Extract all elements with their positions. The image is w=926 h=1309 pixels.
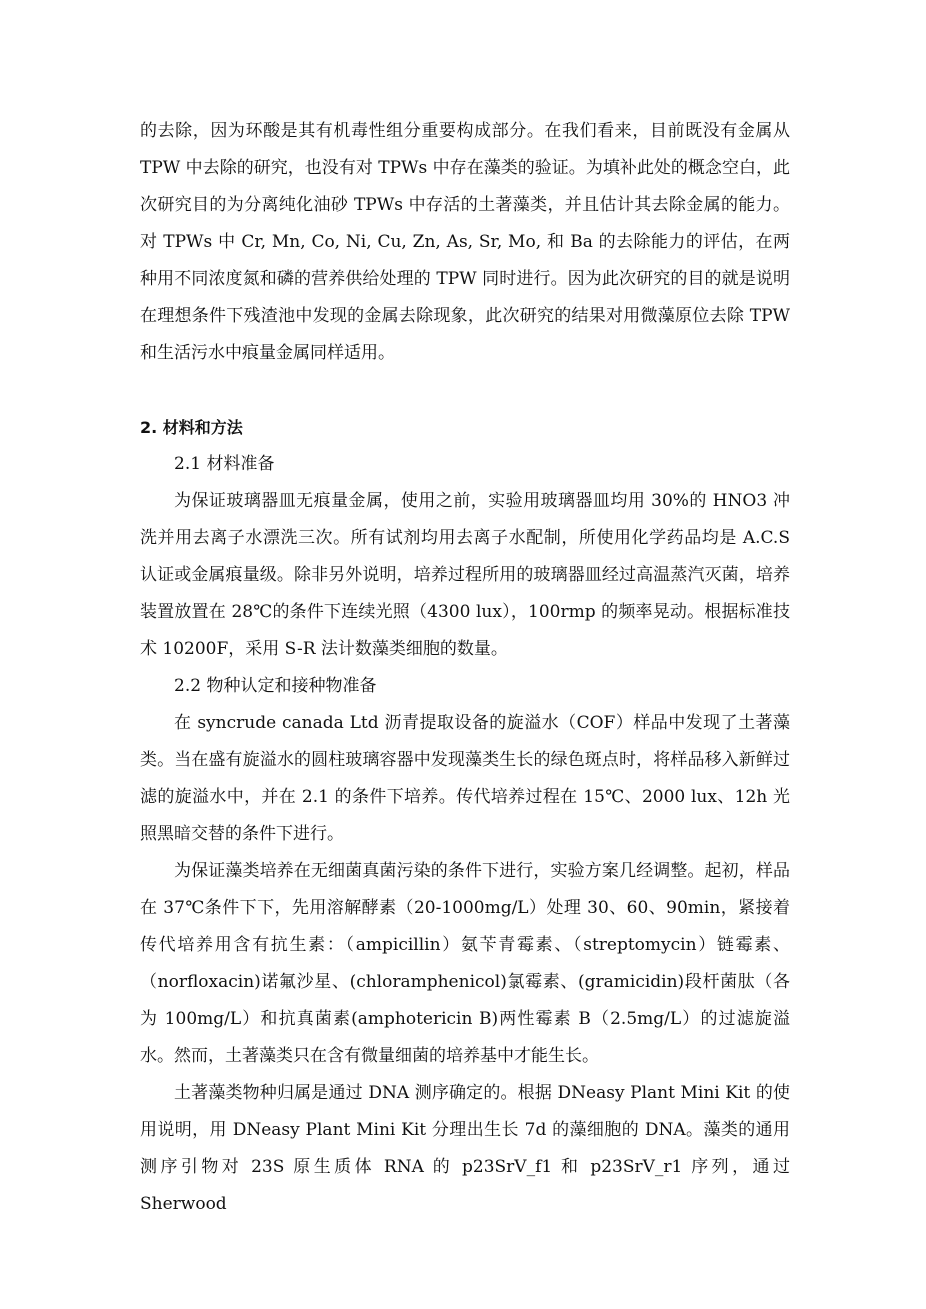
- intro-paragraph: 的去除，因为环酸是其有机毒性组分重要构成部分。在我们看来，目前既没有金属从 TPW 中去除的研究，也没有对 TPWs 中存在藻类的验证。为填补此处的概念空白，此次研究目的为分离纯化油砂 TPWs 中存活的土著藻类，并且估计其去除金属的能力。对 TPWs 中 Cr, Mn, Co, Ni, Cu, Zn, As, Sr, Mo, 和 Ba 的去除能力的评估，在两种用不同浓度氮和磷的营养供给处理的 TPW 同时进行。因为此次研究的目的就是说明在理想条件下残渣池中发现的金属去除现象，此次研究的结果对用微藻原位去除 TPW 和生活污水中痕量金属同样适用。: [140, 121, 790, 363]
- section-2-2-paragraph-2: 为保证藻类培养在无细菌真菌污染的条件下进行，实验方案几经调整。起初，样品在 37℃条件下下，先用溶解酵素（20-1000mg/L）处理 30、60、90min，紧接着传代培养用含有抗生素：（ampicillin）氨苄青霉素、（streptomycin）链霉素、（norfloxacin)诺氟沙星、(chloramphenicol)氯霉素、(gramicidin)段杆菌肽（各为 100mg/L）和抗真菌素(amphotericin B)两性霉素 B（2.5mg/L）的过滤旋溢水。然而，土著藻类只在含有微量细菌的培养基中才能生长。: [140, 861, 790, 1066]
- section-2-2-paragraph-3: 土著藻类物种归属是通过 DNA 测序确定的。根据 DNeasy Plant Mini Kit 的使用说明，用 DNeasy Plant Mini Kit 分理出生长 7d 的藻细胞的 DNA。藻类的通用测序引物对 23S 原生质体 RNA 的 p23SrV_f1 和 p23SrV_r1 序列，通过 Sherwood: [140, 1083, 790, 1214]
- section-2-1-paragraph: 为保证玻璃器皿无痕量金属，使用之前，实验用玻璃器皿均用 30%的 HNO3 冲洗并用去离子水漂洗三次。所有试剂均用去离子水配制，所使用化学药品均是 A.C.S 认证或金属痕量级。除非另外说明，培养过程所用的玻璃器皿经过高温蒸汽灭菌，培养装置放置在 28℃的条件下连续光照（4300 lux），100rmp 的频率晃动。根据标准技术 10200F，采用 S-R 法计数藻类细胞的数量。: [140, 491, 790, 659]
- section-2-heading: 2. 材料和方法: [140, 418, 243, 437]
- section-2-1-heading: 2.1 材料准备: [174, 454, 275, 474]
- section-spacer: [140, 372, 790, 409]
- section-2-2-heading: 2.2 物种认定和接种物准备: [174, 676, 377, 696]
- document-body: [140, 113, 790, 1223]
- section-2-2-paragraph-1: 在 syncrude canada Ltd 沥青提取设备的旋溢水（COF）样品中发现了土著藻类。当在盛有旋溢水的圆柱玻璃容器中发现藻类生长的绿色斑点时，将样品移入新鲜过滤的旋溢水中，并在 2.1 的条件下培养。传代培养过程在 15℃、2000 lux、12h 光照黑暗交替的条件下进行。: [140, 713, 790, 844]
